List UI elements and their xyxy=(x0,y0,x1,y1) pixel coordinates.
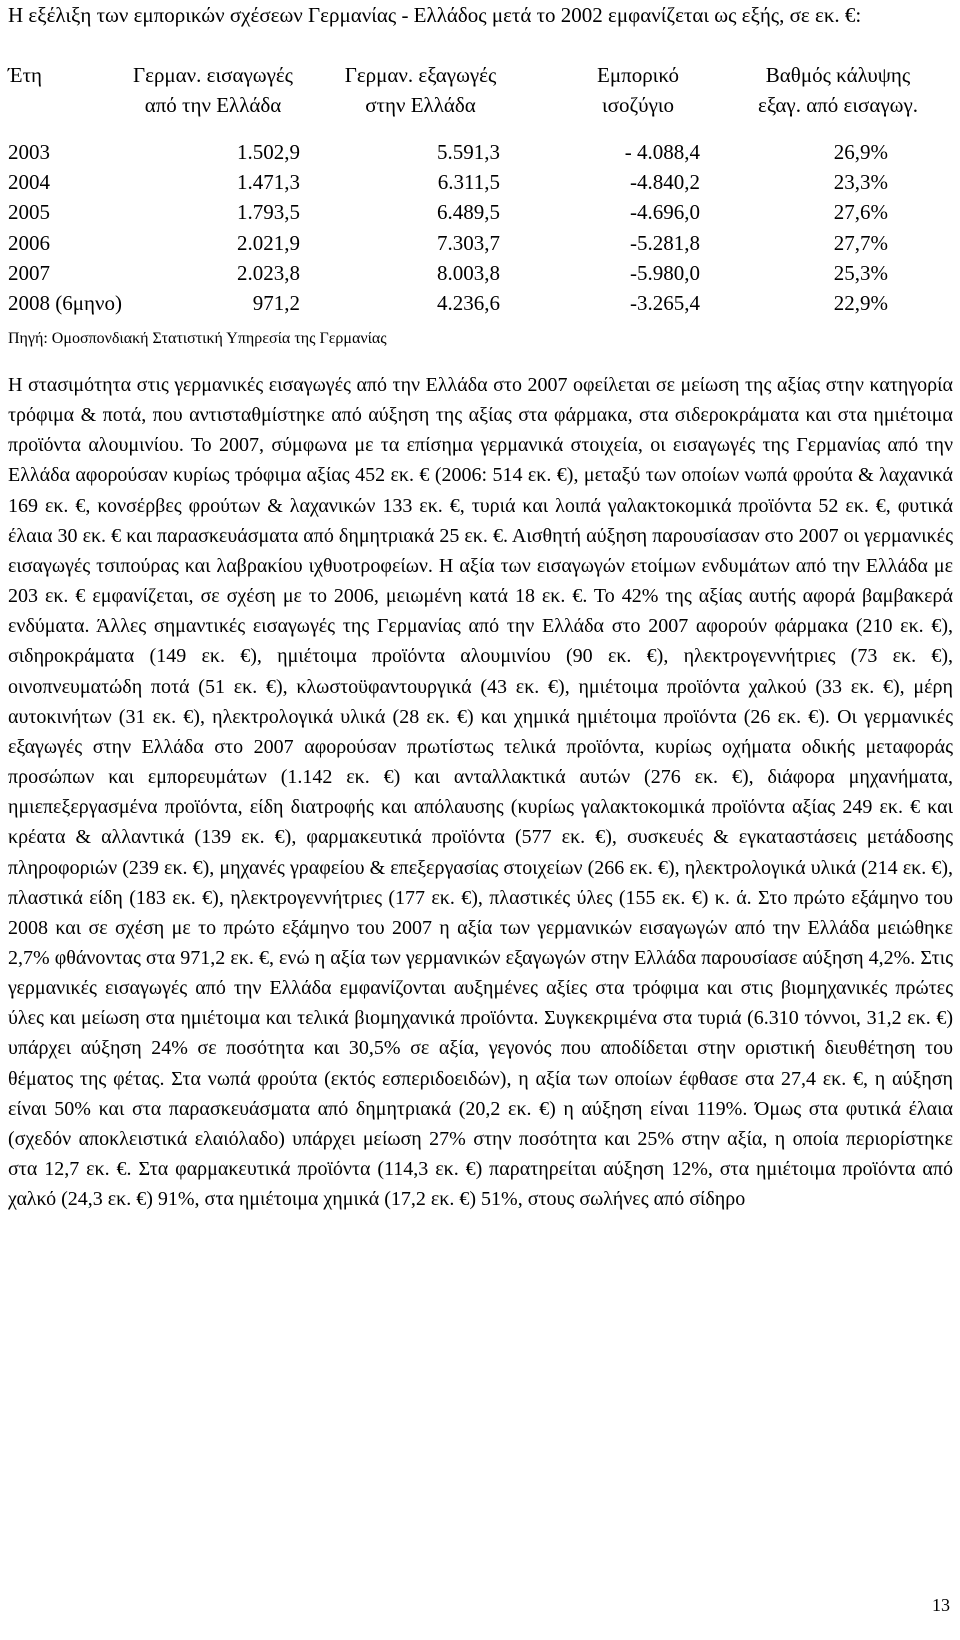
cell-balance: -5.980,0 xyxy=(630,260,700,285)
intro-paragraph: Η εξέλιξη των εμπορικών σχέσεων Γερμανίας - Ελλάδος μετά το 2002 εμφανίζεται ως εξής, σε εκ. €: xyxy=(8,3,862,27)
cell-balance: - 4.088,4 xyxy=(624,140,700,164)
header-balance: Εμπορικό ισοζύγιο xyxy=(597,63,679,117)
cell-exports: 7.303,7 xyxy=(437,230,500,255)
cell-exports: 4.236,6 xyxy=(437,290,500,315)
body-paragraph: Η στασιμότητα στις γερμανικές εισαγωγές από την Ελλάδα στο 2007 οφείλεται σε μείωση της αξίας στην κατηγορία τρόφιμα & ποτά, που αντισταθμίστηκε από αύξηση της αξίας στα φάρμακα, στα σιδεροκράματα και στα ημιέτοιμα προϊόντα αλουμινίου. Το 2007, σύμφωνα με τα επίσημα γερμανικά στοιχεία, οι εισαγωγές της Γερμανίας από την Ελλάδα αφορούσαν κυρίως τρόφιμα αξίας 452 εκ. € (2006: 514 εκ. €), μεταξύ των οποίων νωπά φρούτα & λαχανικά 169 εκ. €, κονσέρβες φρούτων & λαχανικών 133 εκ. €, τυριά και λοιπά γαλακτοκομικά προϊόντα 52 εκ. €, φυτικά έλαια 30 εκ. € και παρασκευάσματα από δημητριακά 25 εκ. €. Αισθητή αύξηση παρουσίασαν στο 2007 οι γερμανικές εισαγωγές τσιπούρας και λαβρακίου ιχθυοτροφείων. Η αξία των εισαγωγών ετοίμων ενδυμάτων από την Ελλάδα με 203 εκ. € εμφανίζεται, σε σχέση με το 2006, μειωμένη κατά 18 εκ. €. Το 42% της αξίας αυτής αφορά βαμβακερά ενδύματα. Άλλες σημαντικές εισαγωγές της Γερμανίας από την Ελλάδα στο 2007 αφορούν φάρμακα (210 εκ. €), σιδηροκράματα (149 εκ. €), ημιέτοιμα προϊόντα αλουμινίου (90 εκ. €), ηλεκτρογεννήτριες (73 εκ. €), οινοπνευματώδη ποτά (51 εκ. €), κλωστοϋφαντουργικά (43 εκ. €), ημιέτοιμα προϊόντα χαλκού (33 εκ. €), μέρη αυτοκινήτων (31 εκ. €), ηλεκτρολογικά υλικά (28 εκ. €) και χημικά ημιέτοιμα προϊόντα (26 εκ. €). Οι γερμανικές εξαγωγές στην Ελλάδα στο 2007 αφορούσαν πρωτίστως τελικά προϊόντα, κυρίως οχήματα οδικής μεταφοράς προσώπων και εμπορευμάτων (1.142 εκ. €) και ανταλλακτικά αυτών (276 εκ. €), διάφορα μηχανήματα, ημιεπεξεργασμένα προϊόντα, είδη διατροφής και απόλαυσης (κυρίως γαλακτοκομικά προϊόντα αξίας 249 εκ. € και κρέατα & αλλαντικά (139 εκ. €), φαρμακευτικά προϊόντα (577 εκ. €), συσκευές & εγκαταστάσεις μετάδοσης πληροφοριών (239 εκ. €), μηχανές γραφείου & επεξεργασίας στοιχείων (266 εκ. €), ηλεκτρολογικά υλικά (214 εκ. €), πλαστικά είδη (183 εκ. €), ηλεκτρογεννήτριες (177 εκ. €), πλαστικές ύλες (155 εκ. €) κ. ά. Στο πρώτο εξάμηνο του 2008 και σε σχέση με το πρώτο εξάμηνο του 2007 η αξία των γερμανικών εισαγωγών από την Ελλάδα μειώθηκε 2,7% φθάνοντας στα 971,2 εκ. €, ενώ η αξία των γερμανικών εξαγωγών στην Ελλάδα παρουσίασε αύξηση 4,2%. Στις γερμανικές εισαγωγές από την Ελλάδα εμφανίζονται αυξημένες αξίες στα τρόφιμα και στις βιομηχανικές πρώτες ύλες και μείωση στα ημιέτοιμα και τελικά βιομηχανικά προϊόντα. Συγκεκριμένα στα τυριά (6.310 τόννοι, 31,2 εκ. €) υπάρχει αύξηση 24% σε ποσότητα και 30,5% σε αξία, γεγονός που αποδίδεται στην οριστική διευθέτηση του θέματος της φέτας. Στα νωπά φρούτα (εκτός εσπεριδοειδών), η αξία των οποίων έφθασε στα 27,4 εκ. €, η αύξηση είναι 50% και στα παρασκευάσματα από δημητριακά (20,2 εκ. €) η αύξηση είναι 119%. Όμως στα φυτικά έλαια (σχεδόν αποκλειστικά ελαιόλαδο) υπάρχει μείωση 27% στην ποσότητα και 25% στην αξία, η οποία περιορίστηκε στα 12,7 εκ. €. Στα φαρμακευτικά προϊόντα (114,3 εκ. €) παρατηρείται αύξηση 12%, στα ημιέτοιμα προϊόντα από χαλκό (24,3 εκ. €) 91%, στα ημιέτοιμα χημικά (17,2 εκ. €) 51%, στους σωλήνες από σίδηρο xyxy=(8,374,953,1211)
cell-imports: 971,2 xyxy=(252,290,300,315)
cell-year: 2005 xyxy=(8,200,50,225)
source-note: Πηγή: Ομοσπονδιακή Στατιστική Υπηρεσία της Γερμανίας xyxy=(8,330,387,347)
cell-exports: 8.003,8 xyxy=(437,260,500,285)
table-row xyxy=(8,137,953,167)
cell-coverage: 23,3% xyxy=(833,170,888,195)
cell-balance: -3.265,4 xyxy=(630,290,700,315)
cell-year: 2008 (6μηνο) xyxy=(8,290,122,315)
table-row xyxy=(8,197,953,227)
cell-imports: 1.471,3 xyxy=(237,170,300,195)
cell-coverage: 22,9% xyxy=(833,290,888,315)
cell-year: 2003 xyxy=(8,140,50,164)
table-row xyxy=(8,288,953,318)
table-row xyxy=(8,228,953,258)
cell-balance: -4.696,0 xyxy=(630,200,700,225)
cell-imports: 1.793,5 xyxy=(237,200,300,225)
header-exports: Γερμαν. εξαγωγές στην Ελλάδα xyxy=(344,63,497,117)
cell-coverage: 27,7% xyxy=(833,230,888,255)
cell-coverage: 27,6% xyxy=(833,200,888,225)
header-years: Έτη xyxy=(8,63,42,87)
cell-imports: 2.023,8 xyxy=(237,260,300,285)
cell-year: 2007 xyxy=(8,260,50,285)
cell-coverage: 25,3% xyxy=(833,260,888,285)
header-coverage: Βαθμός κάλυψης εξαγ. από εισαγωγ. xyxy=(758,63,918,117)
cell-year: 2004 xyxy=(8,170,50,195)
trade-table xyxy=(8,137,953,318)
cell-imports: 2.021,9 xyxy=(237,230,300,255)
table-row xyxy=(8,258,953,288)
cell-coverage: 26,9% xyxy=(833,140,888,164)
cell-balance: -4.840,2 xyxy=(630,170,700,195)
table-row xyxy=(8,167,953,197)
header-imports: Γερμαν. εισαγωγές από την Ελλάδα xyxy=(132,63,293,117)
cell-imports: 1.502,9 xyxy=(237,140,300,164)
cell-year: 2006 xyxy=(8,230,50,255)
cell-balance: -5.281,8 xyxy=(630,230,700,255)
table-header xyxy=(8,60,953,120)
cell-exports: 5.591,3 xyxy=(437,140,500,164)
cell-exports: 6.489,5 xyxy=(437,200,500,225)
cell-exports: 6.311,5 xyxy=(437,170,500,195)
page-number: 13 xyxy=(932,1595,950,1615)
